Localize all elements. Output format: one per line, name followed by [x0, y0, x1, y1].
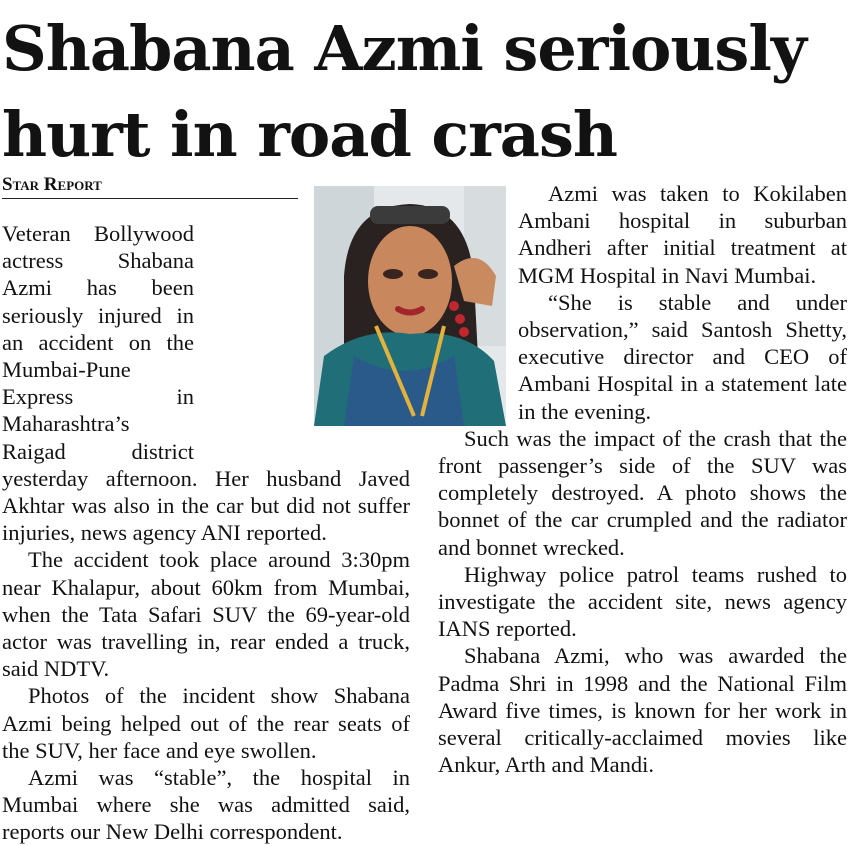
- paragraph: Photos of the incident show Shabana Azmi being helped out of the rear seats of the SUV, her face and eye swollen.: [2, 683, 410, 763]
- paragraph: The accident took place around 3:30pm near Khalapur, about 60km from Mumbai, when the Tata Safari SUV the 69-year-old actor was travelling in, rear ended a truck, said NDTV.: [2, 547, 410, 682]
- paragraph: Shabana Azmi, who was awarded the Padma Shri in 1998 and the National Film Award five times, is known for her work in several critically-acclaimed movies like Ankur, Arth and Mandi.: [438, 643, 847, 778]
- paragraph: Azmi was “stable”, the hospital in Mumbai where she was admitted said, reports our New Delhi correspondent.: [2, 765, 410, 845]
- article-column-2: [438, 180, 847, 778]
- paragraph: Highway police patrol teams rushed to investigate the accident site, news agency IANS reported.: [438, 561, 847, 642]
- headline: Shabana Azmi seriously hurt in road crash: [2, 12, 806, 171]
- paragraph: “She is stable and under observation,” said Santosh Shetty, executive director and CEO of Ambani Hospital in a statement late in the evening.: [518, 289, 847, 424]
- photo-wrap-space: [194, 220, 410, 450]
- paragraph: Azmi was taken to Kokilaben Ambani hospital in suburban Andheri after initial treatment at MGM Hospital in Navi Mumbai.: [518, 181, 847, 288]
- paragraph: Such was the impact of the crash that the front passenger’s side of the SUV was completely destroyed. A photo shows the bonnet of the car crumpled and the radiator and bonnet wrecked.: [438, 425, 847, 560]
- byline: Star Report: [2, 174, 298, 199]
- column-2-top: [518, 180, 847, 425]
- paragraph: Veteran Bollywood actress Shabana Azmi has been seriously injured in an accident on the Mumbai-Pune Express in Maharashtra’s Raigad district yesterday afternoon. Her husband Javed Akhtar was also in the car but did not suffer injuries, news agency ANI reported.: [2, 221, 410, 546]
- article-column-1: [2, 220, 410, 846]
